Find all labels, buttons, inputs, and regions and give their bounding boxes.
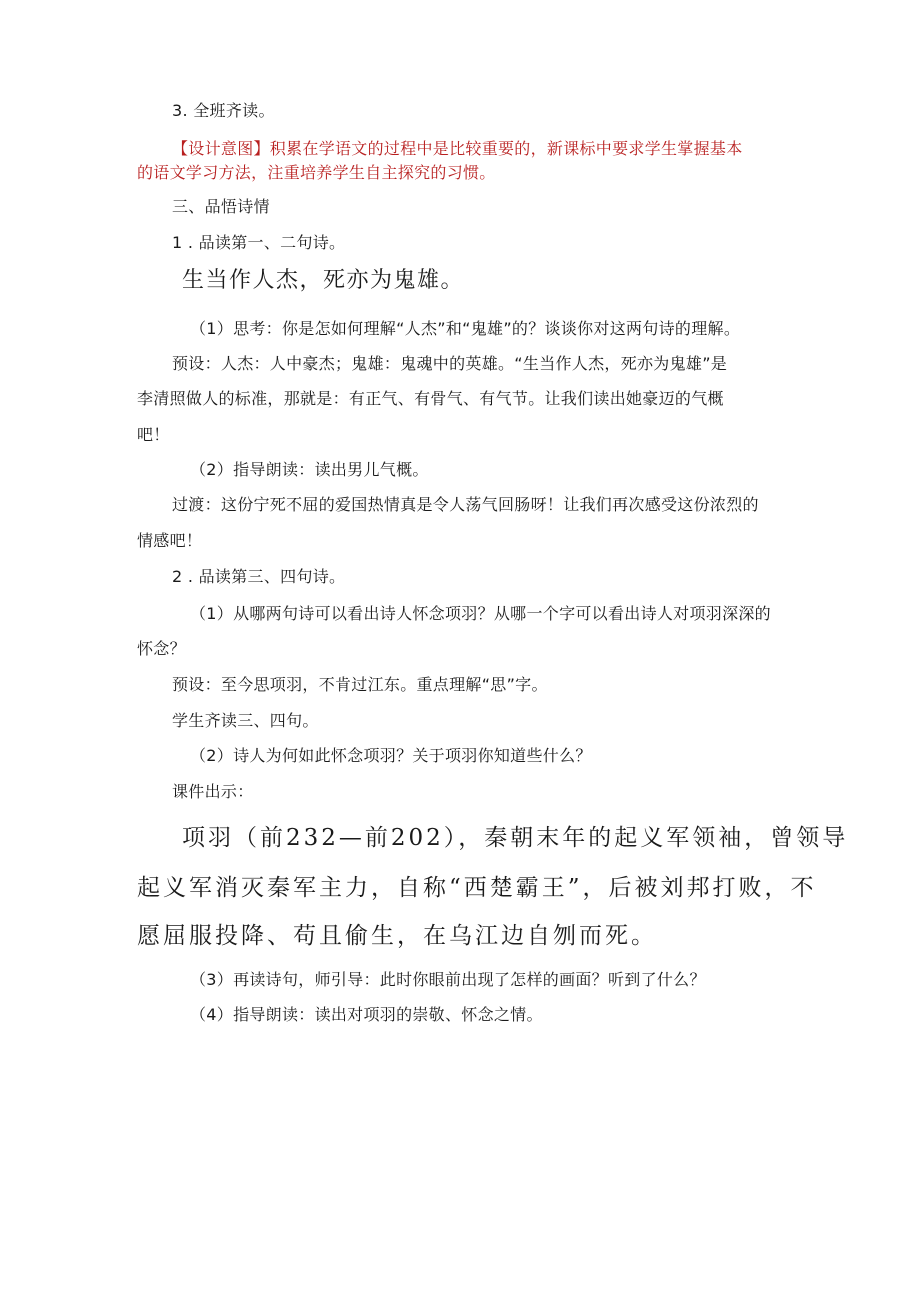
xiangyu-bio-line-3: 愿屈服投降、苟且偷生，在乌江边自刎而死。 [137, 923, 657, 949]
preset-1-line-1: 预设：人杰：人中豪杰；鬼雄：鬼魂中的英雄。“生当作人杰，死亦为鬼雄”是 [172, 354, 728, 373]
question-3-line-2: 怀念？ [137, 639, 186, 658]
question-5-text: （3）再读诗句，师引导：此时你眼前出现了怎样的画面？听到了什么？ [190, 970, 706, 989]
students-read-text: 学生齐读三、四句。 [172, 711, 319, 730]
poem-line-large: 生当作人杰，死亦为鬼雄。 [182, 268, 465, 293]
xiangyu-bio-line-1: 项羽（前232—前202），秦朝末年的起义军领袖，曾领导 [182, 825, 849, 851]
xiangyu-bio-line-2: 起义军消灭秦军主力，自称“西楚霸王”，后被刘邦打败，不 [137, 875, 817, 901]
question-3-line-1: （1）从哪两句诗可以看出诗人怀念项羽？从哪一个字可以看出诗人对项羽深深的 [190, 604, 771, 623]
design-intent-line-2: 的语文学习方法，注重培养学生自主探究的习惯。 [137, 163, 496, 182]
courseware-label: 课件出示： [172, 782, 254, 801]
transition-line-1: 过渡：这份宁死不屈的爱国热情真是令人荡气回肠呀！让我们再次感受这份浓烈的 [172, 495, 759, 514]
subsection-1-heading: 1 . 品读第一、二句诗。 [172, 233, 346, 252]
design-intent-line-1: 【设计意图】积累在学语文的过程中是比较重要的，新课标中要求学生掌握基本 [172, 139, 743, 158]
question-1-text: （1）思考：你是怎如何理解“人杰”和“鬼雄”的？谈谈你对这两句诗的理解。 [190, 319, 741, 338]
question-2-text: （2）指导朗读：读出男儿气概。 [190, 460, 429, 479]
preset-2-text: 预设：至今思项羽，不肯过江东。重点理解“思”字。 [172, 675, 548, 694]
preset-1-line-2: 李清照做人的标准，那就是：有正气、有骨气、有气节。让我们读出她豪迈的气概 [137, 389, 724, 408]
step-3-text: 3. 全班齐读。 [172, 101, 275, 120]
question-6-text: （4）指导朗读：读出对项羽的崇敬、怀念之情。 [190, 1005, 543, 1024]
section-heading: 三、品悟诗情 [172, 197, 270, 216]
transition-line-2: 情感吧！ [137, 531, 203, 550]
question-4-text: （2）诗人为何如此怀念项羽？关于项羽你知道些什么？ [190, 746, 592, 765]
subsection-2-heading: 2 . 品读第三、四句诗。 [172, 567, 346, 586]
preset-1-line-3: 吧！ [137, 425, 170, 444]
